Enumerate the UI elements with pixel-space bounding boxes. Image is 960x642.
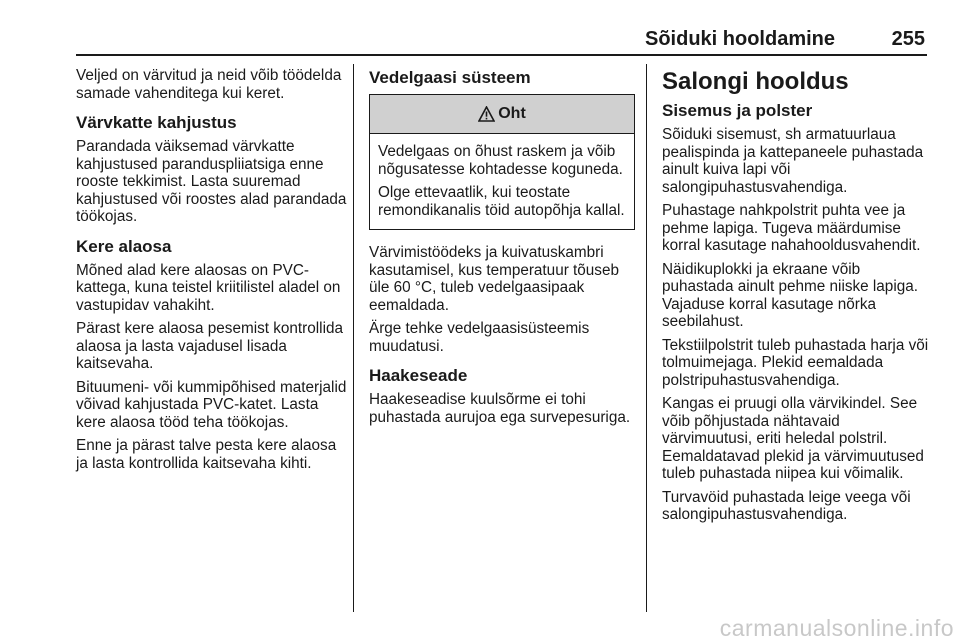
paragraph: Haakeseadise kuulsõrme ei tohi puhastada aurujoa ega survepesuriga. <box>369 391 631 426</box>
warning-text: Vedelgaas on õhust raskem ja võib nõgusatesse kohtadesse koguneda. <box>378 143 623 178</box>
warning-box <box>369 94 635 230</box>
warning-body <box>370 134 634 229</box>
section-heading-lpg-system: Vedelgaasi süsteem <box>369 68 531 87</box>
column-left <box>76 67 348 478</box>
warning-text: Olge ettevaatlik, kui teostate remondikanalis töid autopõhja kallal. <box>378 184 625 219</box>
paragraph: Veljed on värvitud ja neid võib töödelda samade vahenditega kui keret. <box>76 67 342 102</box>
page-number: 255 <box>891 28 925 50</box>
paragraph: Kangas ei pruugi olla värvikindel. See võib põhjustada nähtavaid värvimuutusi, eriti heledal polstril. Eemaldatavad plekid ja värvimuutused tuleb puhastada niipea kui võimalik. <box>662 395 924 482</box>
paragraph: Tekstiilpolstrit tuleb puhastada harja või tolmuimejaga. Plekid eemaldada polstripuhastusvahendiga. <box>662 336 929 389</box>
paragraph: Bituumeni- või kummipõhised materjalid võivad kahjustada PVC-katet. Lasta kere alaosa tööd teha töökojas. <box>76 378 347 431</box>
paragraph: Värvimistöödeks ja kuivatuskambri kasutamisel, kus temperatuur tõuseb üle 60 °C, tuleb vedelgaasipaak eemaldada. <box>369 244 619 314</box>
paragraph: Näidikuplokki ja ekraane võib puhastada ainult pehme niiske lapiga. Vajaduse korral kasutage nõrka seebilahust. <box>662 260 918 330</box>
warning-header <box>370 95 634 134</box>
paragraph: Turvavöid puhastada leige veega või salongipuhastusvahendiga. <box>662 488 911 523</box>
paragraph: Sõiduki sisemust, sh armatuurlaua pealispinda ja kattepaneele puhastada ainult kuiva lapi või salongipuhastusvahendiga. <box>662 126 924 196</box>
column-divider <box>646 64 647 612</box>
paragraph: Enne ja pärast talve pesta kere alaosa ja lasta kontrollida kaitsevaha kihti. <box>76 437 337 472</box>
paragraph: Puhastage nahkpolstrit puhta vee ja pehme lapiga. Tugeva määrdumise korral kasutage nahahooldusvahendit. <box>662 202 921 254</box>
section-heading-interior-upholstery: Sisemus ja polster <box>662 101 813 120</box>
column-divider <box>353 64 354 612</box>
paragraph: Pärast kere alaosa pesemist kontrollida alaosa ja lasta vajadusel lisada kaitsevaha. <box>76 320 343 372</box>
paragraph: Parandada väiksemad värvkatte kahjustused paranduspliiatsiga enne rooste tekkimist. Lasta suuremad kahjustused või roostes alad parandada töökojas. <box>76 138 347 225</box>
watermark: carmanualsonline.info <box>719 615 954 641</box>
paragraph: Mõned alad kere alaosas on PVC-kattega, kuna teistel kriitilistel aladel on vastupidav vahakiht. <box>76 261 341 314</box>
section-heading-underbody: Kere alaosa <box>76 236 172 256</box>
section-heading-towing-hitch: Haakeseade <box>369 366 468 385</box>
warning-triangle-icon <box>478 106 495 122</box>
page-header <box>76 28 927 56</box>
section-heading-paint-damage: Värvkatte kahjustus <box>76 113 237 132</box>
warning-label: Oht <box>498 105 526 122</box>
column-right <box>662 67 934 530</box>
column-middle <box>369 67 635 432</box>
paragraph: Ärge tehke vedelgaasisüsteemis muudatusi. <box>369 320 590 355</box>
page-title: Sõiduki hooldamine <box>644 28 835 50</box>
chapter-heading-interior-care: Salongi hooldus <box>662 68 849 95</box>
